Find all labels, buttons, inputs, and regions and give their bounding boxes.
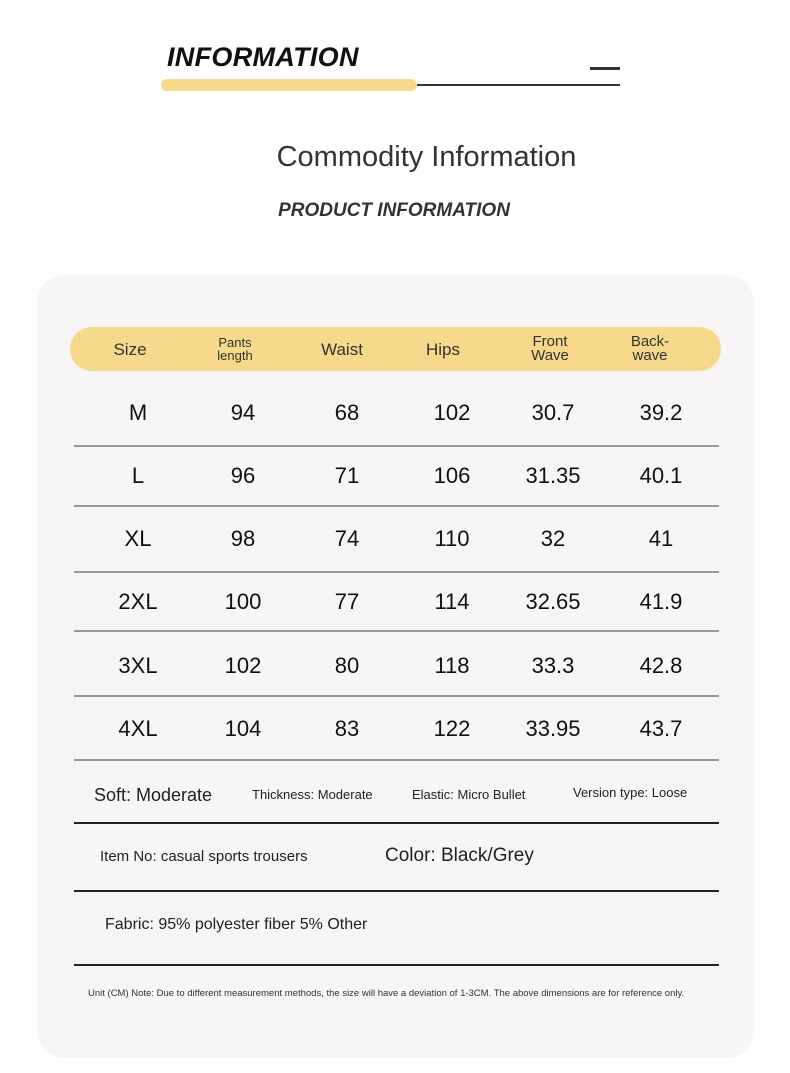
attr-version: Version type: Loose [573, 785, 688, 800]
section-divider [74, 890, 719, 892]
banner-dash [590, 67, 620, 70]
header-hips: Hips [425, 339, 460, 359]
cell-back-wave: 42.8 [639, 653, 683, 678]
cell-waist: 83 [334, 716, 360, 741]
attr-fabric: Fabric: 95% polyester fiber 5% Other [105, 916, 368, 933]
attr-thickness: Thickness: Moderate [252, 787, 373, 802]
section-divider [74, 822, 719, 824]
cell-pants-length: 104 [224, 716, 262, 741]
cell-size: M [128, 400, 148, 425]
row-divider [74, 571, 719, 573]
header-size: Size [113, 339, 147, 359]
cell-back-wave: 43.7 [639, 716, 683, 741]
page-title: Commodity Information [276, 141, 577, 173]
cell-pants-length: 94 [230, 400, 256, 425]
cell-hips: 110 [434, 526, 470, 551]
attr-soft: Soft: Moderate [94, 785, 213, 805]
attr-color: Color: Black/Grey [385, 845, 534, 866]
cell-pants-length: 96 [230, 463, 256, 488]
cell-pants-length: 102 [224, 653, 262, 678]
cell-back-wave: 39.2 [639, 400, 683, 425]
cell-back-wave: 41 [648, 526, 674, 551]
row-divider [74, 445, 719, 447]
header-front-wave: Front Wave [531, 333, 569, 364]
header-back-wave: Back-wave [630, 333, 670, 364]
cell-hips: 122 [433, 716, 471, 741]
cell-front-wave: 31.35 [525, 463, 581, 488]
cell-hips: 102 [433, 400, 471, 425]
banner-title: INFORMATION [167, 42, 359, 72]
cell-waist: 74 [334, 526, 360, 551]
cell-back-wave: 41.9 [639, 589, 683, 614]
cell-pants-length: 100 [224, 589, 262, 614]
header-pants-length: Pants length [217, 335, 253, 363]
cell-hips: 106 [433, 463, 471, 488]
cell-front-wave: 32 [540, 526, 566, 551]
cell-waist: 71 [334, 463, 360, 488]
cell-waist: 68 [334, 400, 360, 425]
cell-size: 3XL [118, 653, 158, 678]
page-subtitle: PRODUCT INFORMATION [278, 200, 510, 221]
cell-size: 4XL [118, 716, 158, 741]
cell-back-wave: 40.1 [639, 463, 683, 488]
cell-front-wave: 32.65 [525, 589, 581, 614]
cell-size: 2XL [118, 589, 158, 614]
banner-accent-bar [161, 79, 417, 91]
cell-size: XL [124, 526, 152, 551]
cell-front-wave: 30.7 [531, 400, 575, 425]
cell-front-wave: 33.3 [531, 653, 575, 678]
cell-pants-length: 98 [230, 526, 256, 551]
cell-waist: 80 [334, 653, 360, 678]
row-divider [74, 505, 719, 507]
banner-line [417, 84, 620, 86]
section-divider [74, 964, 719, 966]
attr-elastic: Elastic: Micro Bullet [412, 787, 526, 802]
cell-waist: 77 [334, 589, 360, 614]
cell-hips: 114 [434, 589, 470, 614]
header-waist: Waist [321, 339, 363, 359]
cell-hips: 118 [434, 653, 470, 678]
row-divider [74, 695, 719, 697]
cell-size: L [131, 463, 145, 488]
measurement-note: Unit (CM) Note: Due to different measurement methods, the size will have a deviation of 1-3CM. The above dimensions are for reference only. [88, 988, 685, 999]
row-divider [74, 630, 719, 632]
row-divider [74, 759, 719, 761]
cell-front-wave: 33.95 [525, 716, 581, 741]
attr-item-no: Item No: casual sports trousers [100, 848, 308, 865]
